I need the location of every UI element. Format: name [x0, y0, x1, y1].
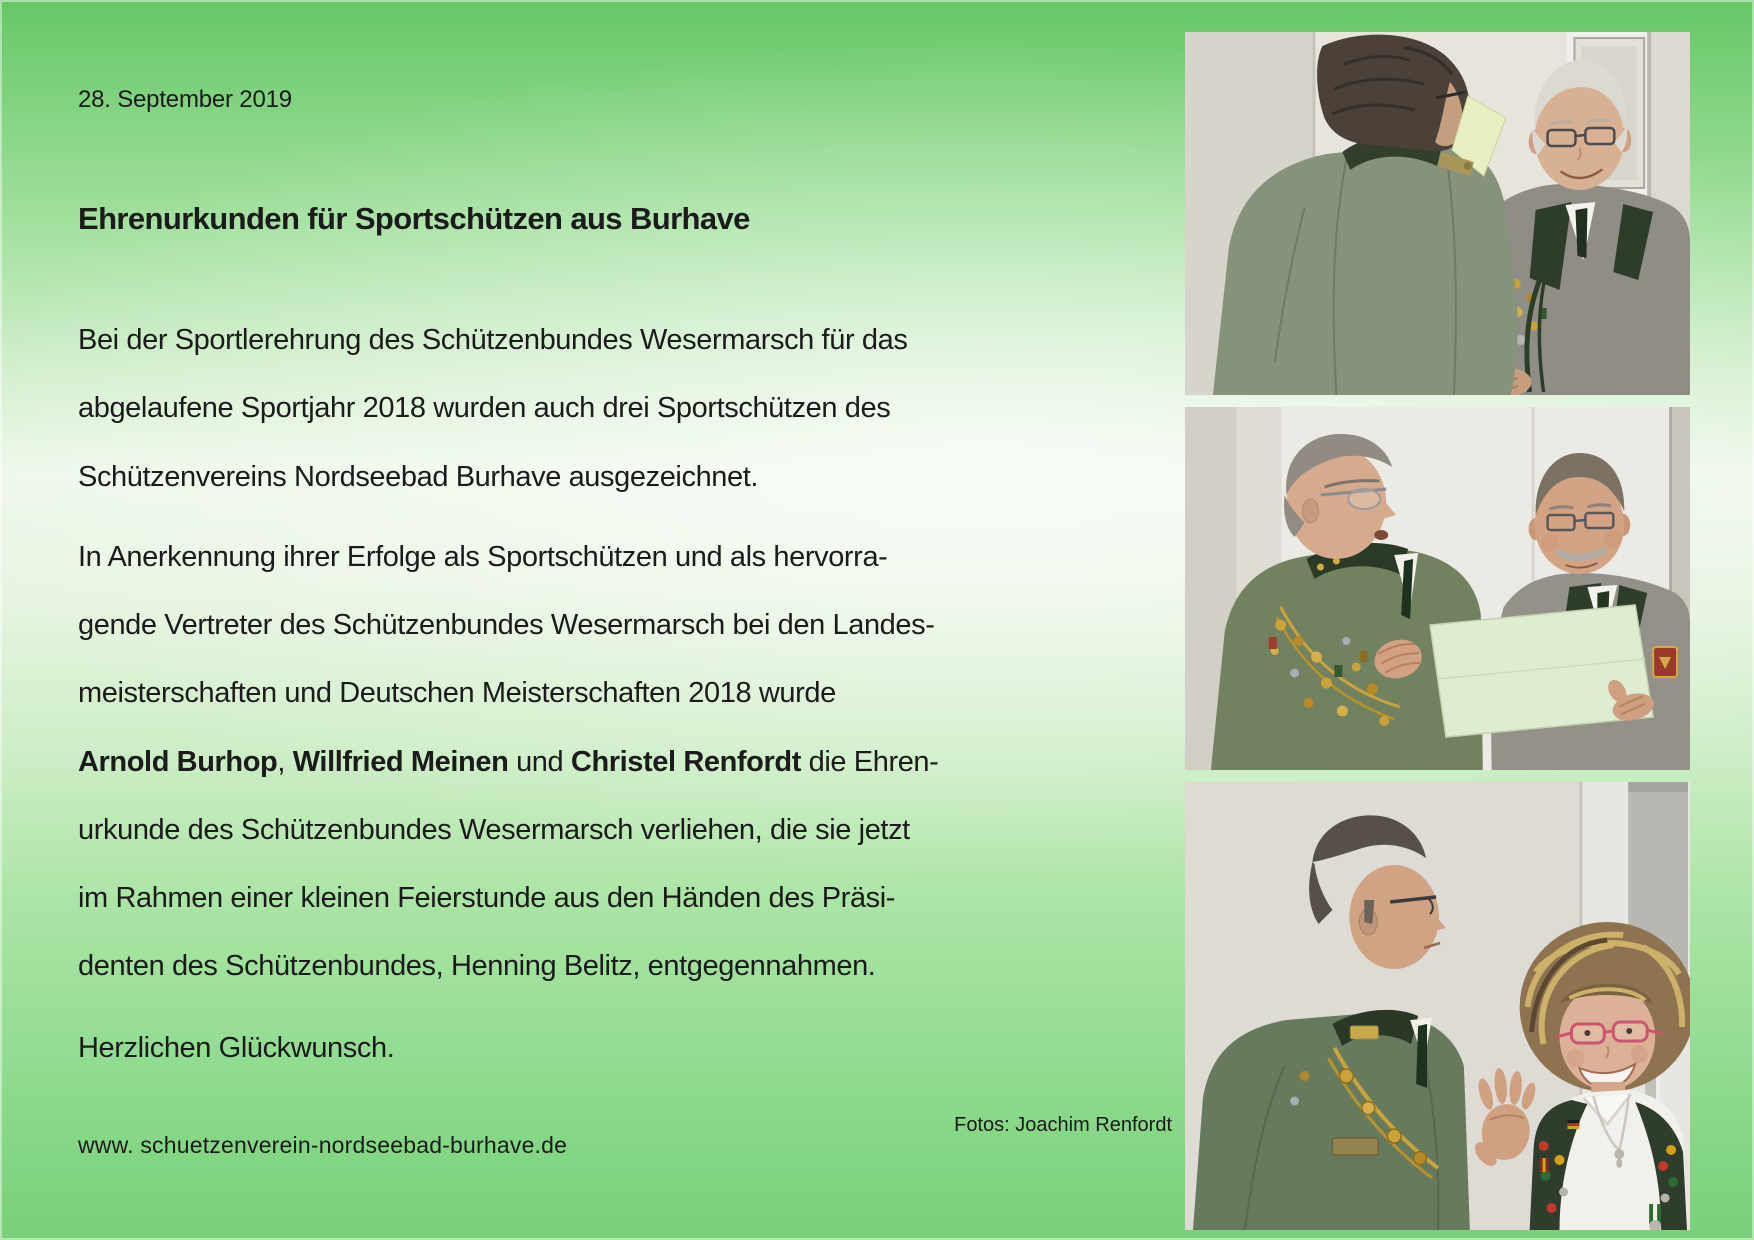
photo-congratulation-woman: [1185, 782, 1690, 1230]
body-line: meisterschaften und Deutschen Meisterschaften 2018 wurde: [78, 677, 836, 709]
website-url: www. schuetzenverein-nordseebad-burhave.de: [78, 1132, 568, 1158]
body-line: denten des Schützenbundes, Henning Belitz, entgegennahmen.: [78, 950, 876, 982]
body-line: im Rahmen einer kleinen Feierstunde aus den Händen des Präsi-: [78, 882, 896, 914]
body-line: In Anerkennung ihrer Erfolge als Sportschützen und als hervorra-: [78, 541, 888, 573]
photo-certificate-presentation: [1185, 407, 1690, 770]
body-line-congrats: Herzlichen Glückwunsch.: [78, 1032, 395, 1064]
page-title: Ehrenurkunden für Sportschützen aus Burhave: [78, 201, 750, 236]
body-line-honorees: [78, 728, 938, 796]
photo-handshake-award: [1185, 32, 1690, 395]
body-text: ,: [277, 746, 293, 778]
body-line: gende Vertreter des Schützenbundes Wesermarsch bei den Landes-: [78, 609, 935, 641]
body-text: und: [508, 746, 571, 778]
honoree-name: Christel Renfordt: [570, 746, 801, 778]
body-line: abgelaufene Sportjahr 2018 wurden auch drei Sportschützen des: [78, 392, 891, 424]
body-line: urkunde des Schützenbundes Wesermarsch verliehen, die sie jetzt: [78, 814, 910, 846]
body-line: Bei der Sportlerehrung des Schützenbundes Wesermarsch für das: [78, 324, 908, 356]
photo-credit: Fotos: Joachim Renfordt: [954, 1114, 1172, 1136]
body-text: die Ehren-: [800, 746, 939, 778]
date-text: 28. September 2019: [78, 86, 292, 113]
honoree-name: Arnold Burhop: [78, 746, 278, 778]
body-line: Schützenvereins Nordseebad Burhave ausgezeichnet.: [78, 461, 759, 493]
honoree-name: Willfried Meinen: [292, 746, 509, 778]
